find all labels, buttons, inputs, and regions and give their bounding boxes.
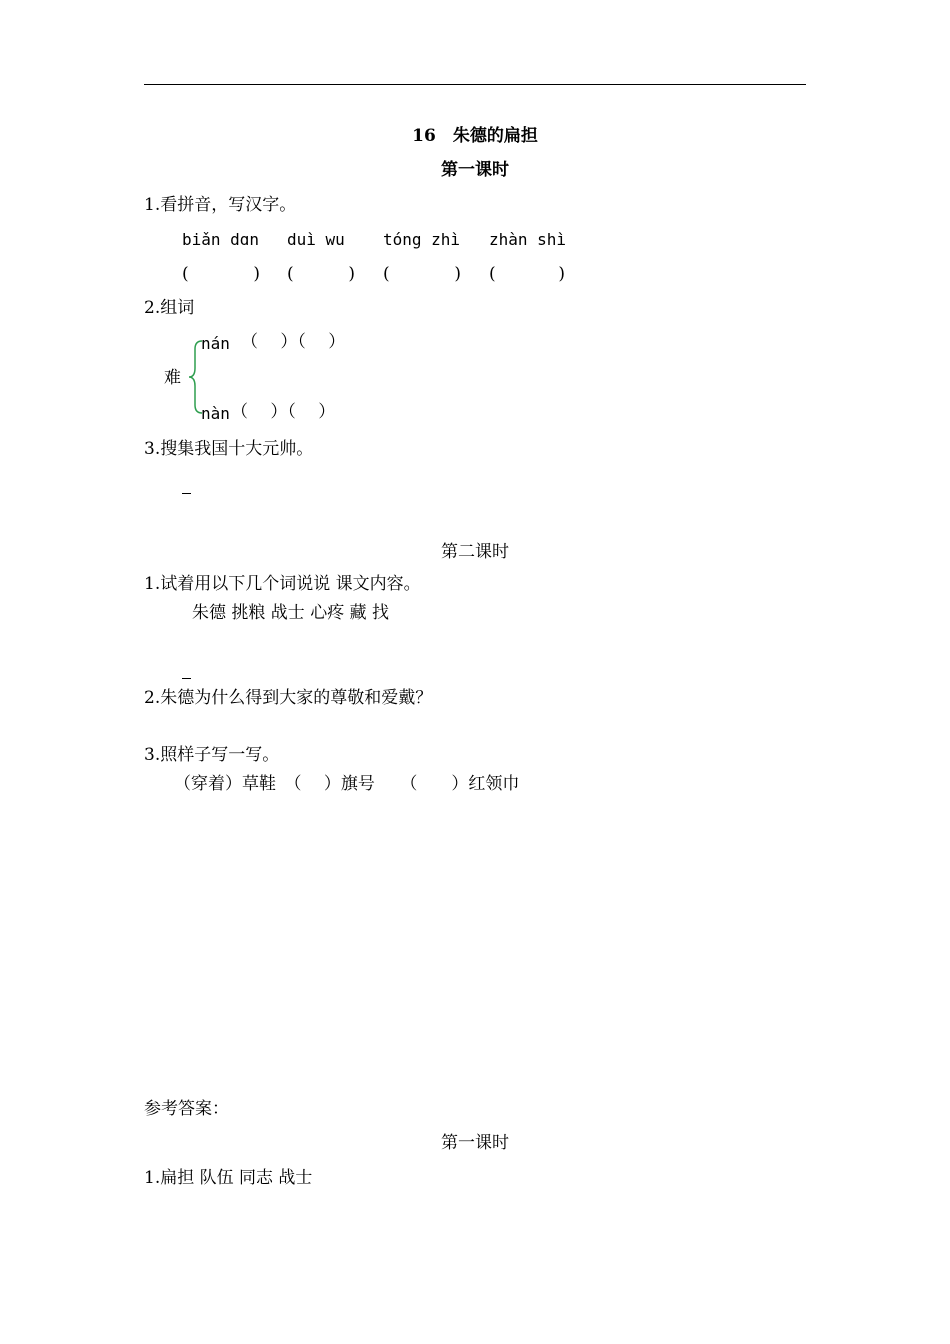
curly-brace-icon: [188, 340, 204, 414]
header-rule: [144, 84, 806, 85]
l2-q1-words: 朱德 挑粮 战士 心疼 藏 找: [192, 603, 390, 623]
answer-line[interactable]: [182, 493, 191, 494]
answer-1: 1.扁担 队伍 同志 战士: [144, 1168, 313, 1188]
reading-nan2: nán: [201, 334, 230, 353]
pinyin-2: duì wu: [287, 230, 345, 249]
answers-heading: 第一课时: [441, 1133, 509, 1153]
lesson1-heading: 第一课时: [441, 160, 509, 180]
l2-q3-prompt: 3.照样子写一写。: [144, 745, 280, 765]
lesson-title: 16 朱德的扁担: [412, 126, 538, 146]
l2-q2-prompt: 2.朱德为什么得到大家的尊敬和爱戴？: [144, 688, 433, 708]
l1-q2-prompt: 2.组词: [144, 298, 195, 318]
answers-label: 参考答案：: [144, 1099, 229, 1119]
reading-nan2-blanks[interactable]: （ ）（ ）: [241, 332, 346, 352]
pinyin-3: tóng zhì: [383, 230, 461, 249]
reading-nan4: nàn: [201, 404, 230, 423]
l1-q3-prompt: 3.搜集我国十大元帅。: [144, 439, 314, 459]
pinyin-4: zhàn shì: [489, 230, 567, 249]
lesson2-heading: 第二课时: [441, 542, 509, 562]
polyphone-char: 难: [164, 368, 181, 388]
pinyin-1: biǎn dɑn: [182, 230, 260, 249]
answer-line[interactable]: [182, 678, 191, 679]
l2-q3-example: （穿着）草鞋 （ ）旗号 （ ）红领巾: [174, 774, 520, 794]
reading-nan4-blanks[interactable]: （ ）（ ）: [231, 402, 336, 422]
l2-q1-prompt: 1.试着用以下几个词说说 课文内容。: [144, 574, 421, 594]
l1-q1-prompt: 1.看拼音，写汉字。: [144, 195, 297, 215]
